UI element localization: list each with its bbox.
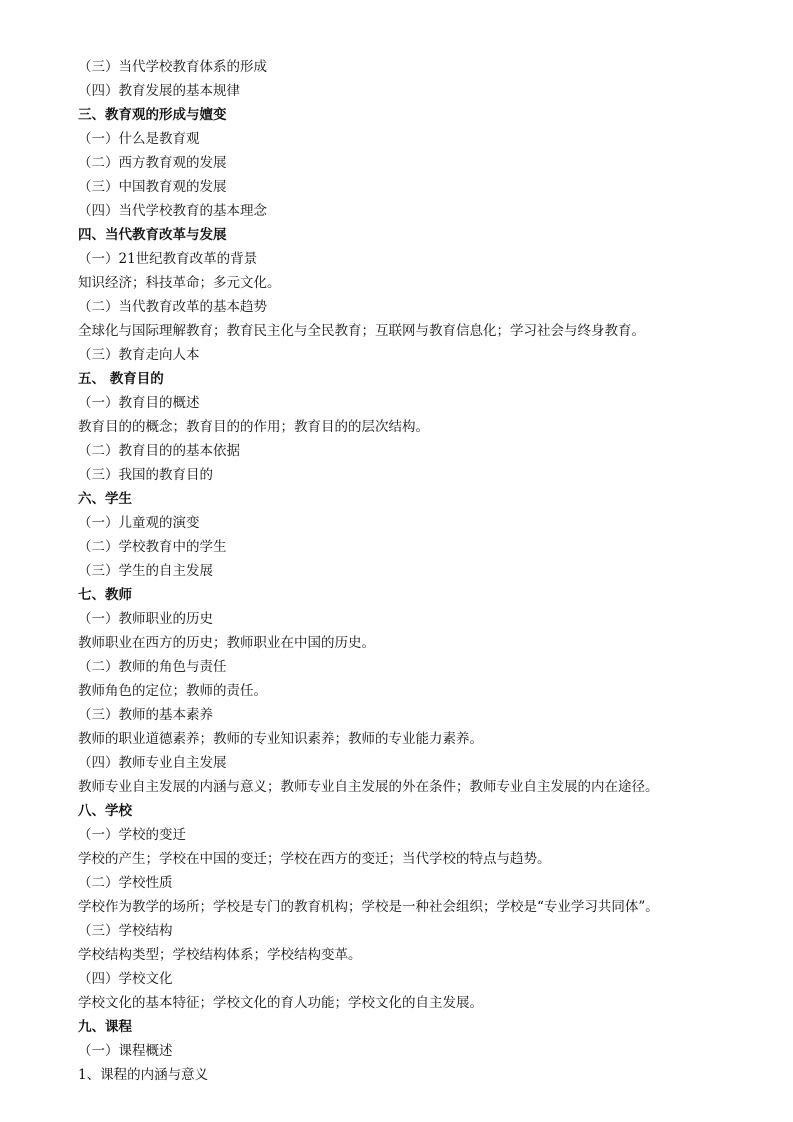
document-body	[78, 55, 718, 1087]
subsection-heading: （三）当代学校教育体系的形成	[78, 59, 267, 75]
subsection-heading: （三）我国的教育目的	[78, 467, 213, 483]
subsection-heading: （三）学校结构	[78, 923, 173, 939]
subsection-heading: （三）中国教育观的发展	[78, 179, 227, 195]
subsection-heading: （四）学校文化	[78, 971, 173, 987]
body-text: 学校作为教学的场所；学校是专门的教育机构；学校是一种社会组织；学校是“专业学习共同体”。	[78, 899, 659, 915]
subsection-heading: （一）教师职业的历史	[78, 611, 213, 627]
subsection-heading: （二）学校性质	[78, 875, 173, 891]
body-text: 全球化与国际理解教育；教育民主化与全民教育；互联网与教育信息化；学习社会与终身教育。	[78, 323, 645, 339]
body-text: 教师职业在西方的历史；教师职业在中国的历史。	[78, 635, 375, 651]
subsection-heading: （一）教育目的概述	[78, 395, 200, 411]
section-heading: 八、学校	[78, 803, 132, 819]
subsection-heading: （三）教育走向人本	[78, 347, 200, 363]
body-text: 教育目的的概念；教育目的的作用；教育目的的层次结构。	[78, 419, 429, 435]
body-text: 学校文化的基本特征；学校文化的育人功能；学校文化的自主发展。	[78, 995, 483, 1011]
subsection-heading: （一）21世纪教育改革的背景	[78, 251, 258, 267]
body-text: 1、课程的内涵与意义	[78, 1067, 209, 1083]
subsection-heading: （二）学校教育中的学生	[78, 539, 227, 555]
body-text: 教师角色的定位；教师的责任。	[78, 683, 267, 699]
body-text: 学校结构类型；学校结构体系；学校结构变革。	[78, 947, 362, 963]
body-text: 知识经济；科技革命；多元文化。	[78, 275, 281, 291]
subsection-heading: （一）儿童观的演变	[78, 515, 200, 531]
section-heading: 三、教育观的形成与嬗变	[78, 107, 227, 123]
body-text: 教师专业自主发展的内涵与意义；教师专业自主发展的外在条件；教师专业自主发展的内在途径。	[78, 779, 659, 795]
subsection-heading: （一）什么是教育观	[78, 131, 200, 147]
subsection-heading: （二）西方教育观的发展	[78, 155, 227, 171]
section-heading: 五、 教育目的	[78, 371, 164, 387]
subsection-heading: （二）教育目的的基本依据	[78, 443, 240, 459]
section-heading: 六、学生	[78, 491, 132, 507]
subsection-heading: （三）教师的基本素养	[78, 707, 213, 723]
section-heading: 九、课程	[78, 1019, 132, 1035]
subsection-heading: （三）学生的自主发展	[78, 563, 213, 579]
subsection-heading: （一）课程概述	[78, 1043, 173, 1059]
subsection-heading: （一）学校的变迁	[78, 827, 186, 843]
section-heading: 七、教师	[78, 587, 132, 603]
section-heading: 四、当代教育改革与发展	[78, 227, 227, 243]
subsection-heading: （四）教育发展的基本规律	[78, 83, 240, 99]
body-text: 学校的产生；学校在中国的变迁；学校在西方的变迁；当代学校的特点与趋势。	[78, 851, 551, 867]
subsection-heading: （二）当代教育改革的基本趋势	[78, 299, 267, 315]
subsection-heading: （二）教师的角色与责任	[78, 659, 227, 675]
subsection-heading: （四）当代学校教育的基本理念	[78, 203, 267, 219]
subsection-heading: （四）教师专业自主发展	[78, 755, 227, 771]
body-text: 教师的职业道德素养；教师的专业知识素养；教师的专业能力素养。	[78, 731, 483, 747]
